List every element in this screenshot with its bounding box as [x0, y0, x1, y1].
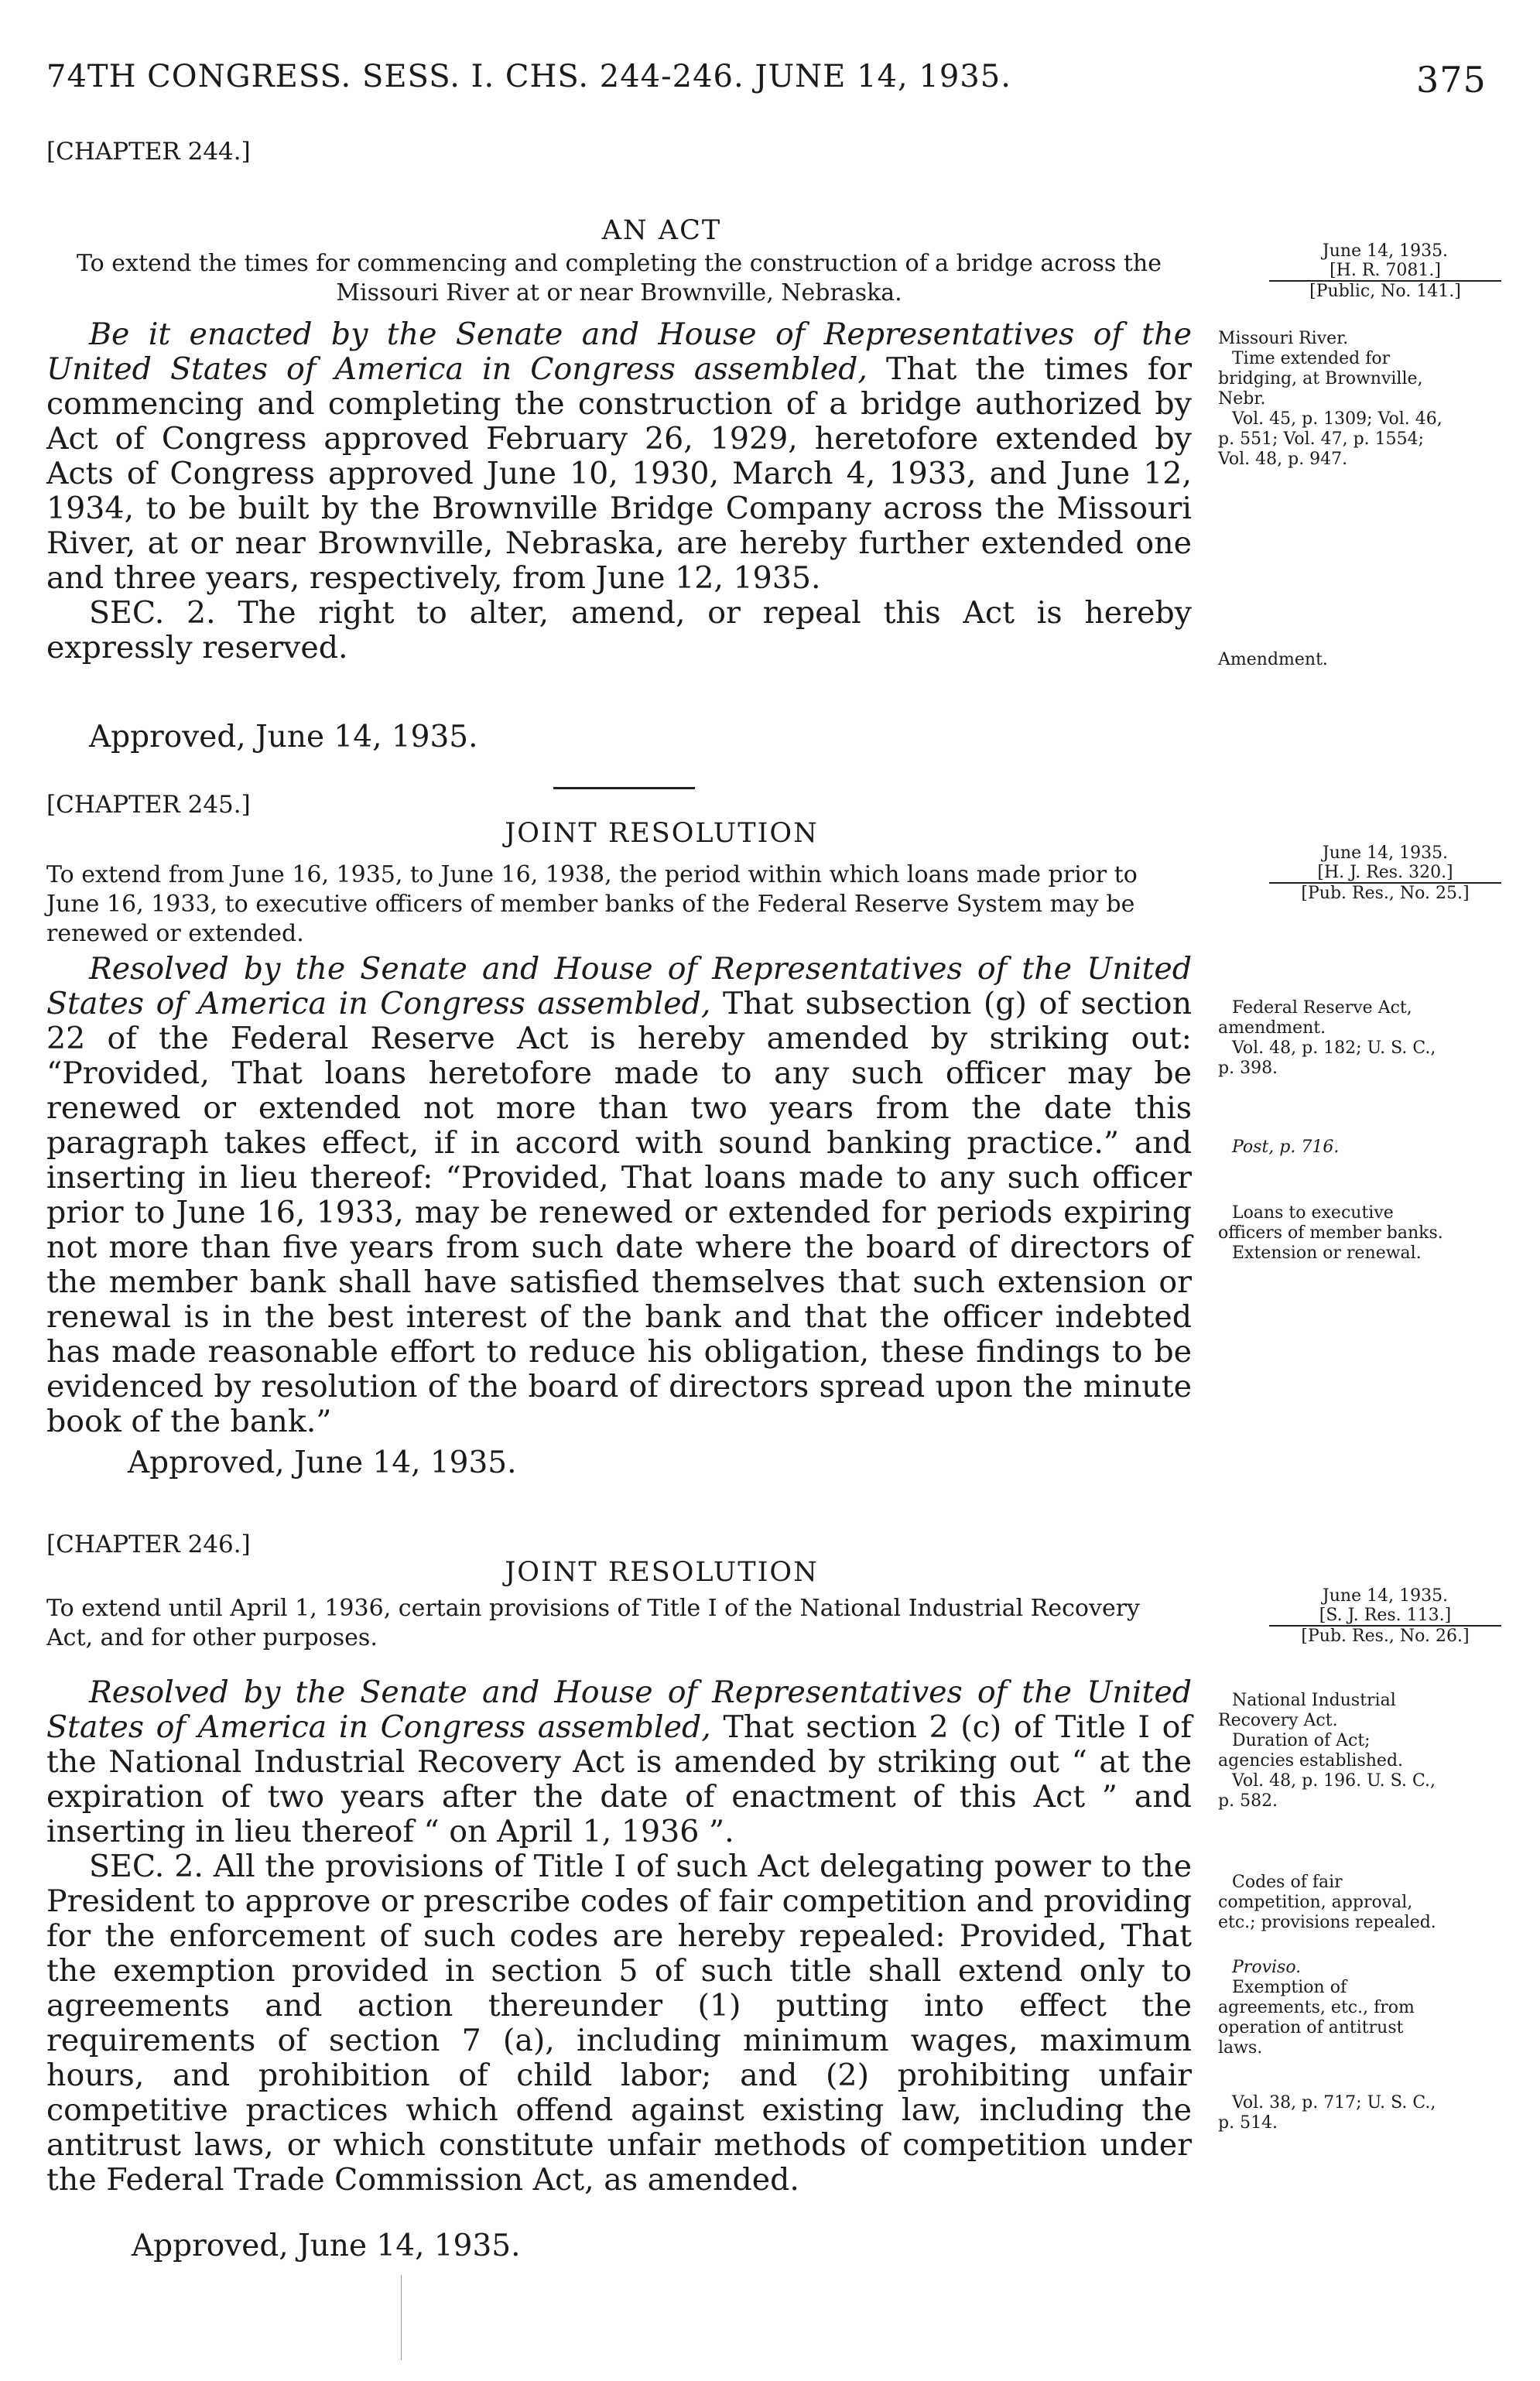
- page-number: 375: [1416, 59, 1487, 101]
- chapter-246-approved: Approved, June 14, 1935.: [132, 2229, 521, 2263]
- chapter-246-margin-note-1: [1218, 1691, 1450, 1811]
- chapter-246-date: June 14, 1935.: [1322, 1586, 1449, 1606]
- chapter-244-public-law: [Public, No. 141.]: [1309, 282, 1461, 301]
- chapter-246-reference: [1269, 1586, 1501, 1646]
- chapter-245-reference: [1269, 843, 1501, 903]
- chapter-244-enacting-clause: Be it enacted by the Senate and House of Representatives of the United States of America in Congress assembled,: [46, 316, 1192, 387]
- margin-note-text: National Industrial Recovery Act.: [1218, 1691, 1396, 1730]
- chapter-244-body: [46, 317, 1192, 665]
- chapter-246-margin-note-codes: [1218, 1873, 1450, 1933]
- chapter-244-section-2: SEC. 2. The right to alter, amend, or repeal this Act is hereby expressly reserved.: [46, 595, 1192, 665]
- chapter-246-margin-note-proviso: [1218, 1958, 1450, 2058]
- margin-note-text: Extension or renewal.: [1232, 1244, 1422, 1263]
- chapter-246-section-2: SEC. 2. All the provisions of Title I of such Act delegating power to the President to approve or prescribe codes of fair competition and providing for the enforcement of such codes are hereby repealed: Provided, That the exemption provided in section 5 of such title shall extend only to agreements and action thereunder (1) putting into effect the requirements of section 7 (a), including minimum wages, maximum hours, and prohibition of child labor; and (2) prohibiting unfair competitive practices which offend against existing law, including the antitrust laws, or which constitute unfair methods of competition under the Federal Trade Commission Act, as amended.: [46, 1849, 1192, 2198]
- margin-note-text: Codes of fair competition, approval, etc.; provisions repealed.: [1218, 1873, 1436, 1932]
- chapter-246-section-1: That section 2 (c) of Title I of the National Industrial Recovery Act is amended by striking out “ at the expiration of two years after the date of enactment of this Act ” and inserting in lieu thereof “ on April 1, 1936 ”.: [46, 1709, 1193, 1849]
- chapter-245-text: That subsection (g) of section 22 of the Federal Reserve Act is hereby amended by striking out: “Provided, That loans heretofore made to any such officer may be renewed or extended not more than two years from the date this paragraph takes effect, if in accord with sound banking practice.” and inserting in lieu thereof: “Provided, That loans made to any such officer prior to June 16, 1933, may be renewed or extended for periods expiring not more than five years from such date where the board of directors of the member bank shall have satisfied themselves that such extension or renewal is in the best interest of the bank and that the officer indebted has made reasonable effort to reduce his obligation, these findings to be evidenced by resolution of the board of directors spread upon the minute book of the bank.”: [46, 986, 1193, 1439]
- chapter-244-purpose: To extend the times for commencing and completing the construction of a bridge across the Missouri River at or near Brownville, Nebraska.: [77, 250, 1162, 306]
- running-head: [46, 59, 1487, 101]
- chapter-246-resolving-clause: Resolved by the Senate and House of Representatives of the United States of America in Congress assembled,: [46, 1675, 1192, 1745]
- chapter-245-margin-note-3: [1218, 1203, 1450, 1264]
- chapter-246-public-resolution: [Pub. Res., No. 26.]: [1301, 1627, 1470, 1646]
- chapter-244-approved: Approved, June 14, 1935.: [89, 720, 478, 754]
- chapter-245-bill: [H. J. Res. 320.]: [1269, 863, 1501, 884]
- chapter-246-title: JOINT RESOLUTION: [505, 1557, 819, 1588]
- chapter-246-purpose: To extend until April 1, 1936, certain provisions of Title I of the National Industrial Recovery Act, and for other purposes.: [46, 1595, 1140, 1651]
- chapter-246-label: [CHAPTER 246.]: [46, 1531, 251, 1558]
- chapter-245-body: [46, 952, 1192, 1439]
- margin-note-text: Federal Reserve Act, amendment.: [1218, 998, 1412, 1038]
- chapter-244-margin-note-1: [1218, 329, 1450, 470]
- chapter-244-margin-note-amendment: Amendment.: [1218, 650, 1328, 669]
- margin-note-text: Time extended for bridging, at Brownville, Nebr.: [1218, 349, 1423, 409]
- chapter-245-label: [CHAPTER 245.]: [46, 791, 251, 819]
- chapter-245-approved: Approved, June 14, 1935.: [128, 1445, 517, 1480]
- chapter-244-reference: [1269, 241, 1501, 301]
- margin-note-references: Vol. 38, p. 717; U. S. C., p. 514.: [1218, 2093, 1436, 2133]
- margin-note-title: Missouri River.: [1218, 329, 1349, 348]
- chapter-244-section-1: That the times for commencing and completing the construction of a bridge authorized by Act of Congress approved February 26, 1929, heretofore extended by Acts of Congress approved June 10, 1930, March 4, 1933, and June 12, 1934, to be built by the Brownville Bridge Company across the Missouri River, at or near Brownville, Nebraska, are hereby further extended one and three years, respectively, from June 12, 1935.: [46, 351, 1192, 596]
- margin-note-references: Vol. 48, p. 182; U. S. C., p. 398.: [1218, 1038, 1436, 1078]
- margin-note-references: Vol. 48, p. 196. U. S. C., p. 582.: [1218, 1771, 1436, 1811]
- chapter-245-margin-note-1: [1218, 998, 1450, 1079]
- chapter-244-bill: [H. R. 7081.]: [1269, 261, 1501, 282]
- chapter-245-public-resolution: [Pub. Res., No. 25.]: [1301, 884, 1470, 903]
- chapter-245-margin-note-post: [1218, 1137, 1450, 1158]
- margin-note-references: Vol. 45, p. 1309; Vol. 46, p. 551; Vol. 47, p. 1554; Vol. 48, p. 947.: [1218, 409, 1442, 469]
- chapter-246-bill: [S. J. Res. 113.]: [1269, 1606, 1501, 1627]
- chapter-245-purpose: To extend from June 16, 1935, to June 16, 1938, the period within which loans made prior to June 16, 1933, to executive officers of member banks of the Federal Reserve System may be renewed or extended.: [46, 861, 1138, 947]
- chapter-244-date: June 14, 1935.: [1322, 241, 1449, 261]
- chapter-244-title: AN ACT: [601, 215, 722, 246]
- chapter-245-resolving-clause: Resolved by the Senate and House of Representatives of the United States of America in Congress assembled,: [46, 951, 1192, 1021]
- section-divider: [553, 787, 695, 789]
- chapter-245-title: JOINT RESOLUTION: [505, 818, 819, 849]
- chapter-246-body: [46, 1675, 1192, 2198]
- margin-note-text: Post, p. 716.: [1232, 1137, 1340, 1157]
- running-head-text: 74TH CONGRESS. SESS. I. CHS. 244-246. JUNE 14, 1935.: [46, 59, 1011, 94]
- chapter-246-margin-note-refs: [1218, 2093, 1450, 2133]
- margin-note-title: Proviso.: [1232, 1958, 1302, 1977]
- scan-artifact-line: [401, 2275, 402, 2360]
- chapter-244-label: [CHAPTER 244.]: [46, 138, 251, 166]
- chapter-245-date: June 14, 1935.: [1322, 843, 1449, 863]
- margin-note-text: Duration of Act; agencies established.: [1218, 1731, 1404, 1770]
- margin-note-text: Exemption of agreements, etc., from operation of antitrust laws.: [1218, 1978, 1415, 2058]
- margin-note-text: Loans to executive officers of member banks.: [1218, 1203, 1443, 1243]
